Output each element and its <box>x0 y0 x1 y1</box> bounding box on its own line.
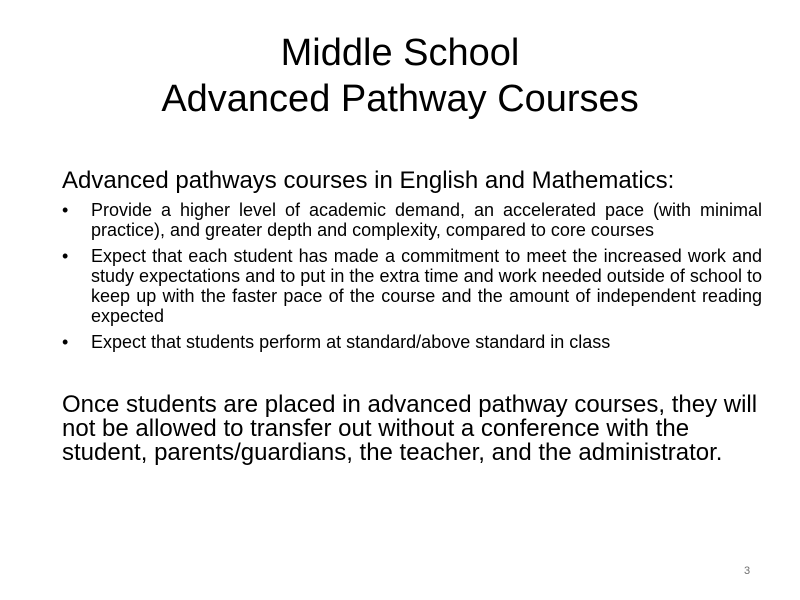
bullet-text: Expect that students perform at standard/above standard in class <box>91 332 611 352</box>
bullet-item <box>62 246 762 326</box>
bullet-text: Expect that each student has made a commitment to meet the increased work and study expectations and to put in the extra time and work needed outside of school to keep up with the faster pace of the course and the amount of independent reading expected <box>91 246 762 326</box>
bullet-text: Provide a higher level of academic demand, an accelerated pace (with minimal practice), and greater depth and complexity, compared to core courses <box>91 200 762 240</box>
bullet-list <box>62 200 762 358</box>
page-number: 3 <box>743 565 751 577</box>
bullet-marker: • <box>62 246 69 266</box>
bullet-marker: • <box>62 332 69 352</box>
title-line-1: Middle School <box>280 32 520 74</box>
closing-statement: Once students are placed in advanced pathway courses, they will not be allowed to transfer out without a conference with the student, parents/guardians, the teacher, and the administrator. <box>62 391 758 466</box>
bullet-item <box>62 332 762 352</box>
intro-text: Advanced pathways courses in English and Mathematics: <box>62 167 675 194</box>
bullet-marker: • <box>62 200 69 220</box>
slide-title <box>0 30 800 122</box>
title-line-2: Advanced Pathway Courses <box>161 78 639 120</box>
bullet-item <box>62 200 762 240</box>
